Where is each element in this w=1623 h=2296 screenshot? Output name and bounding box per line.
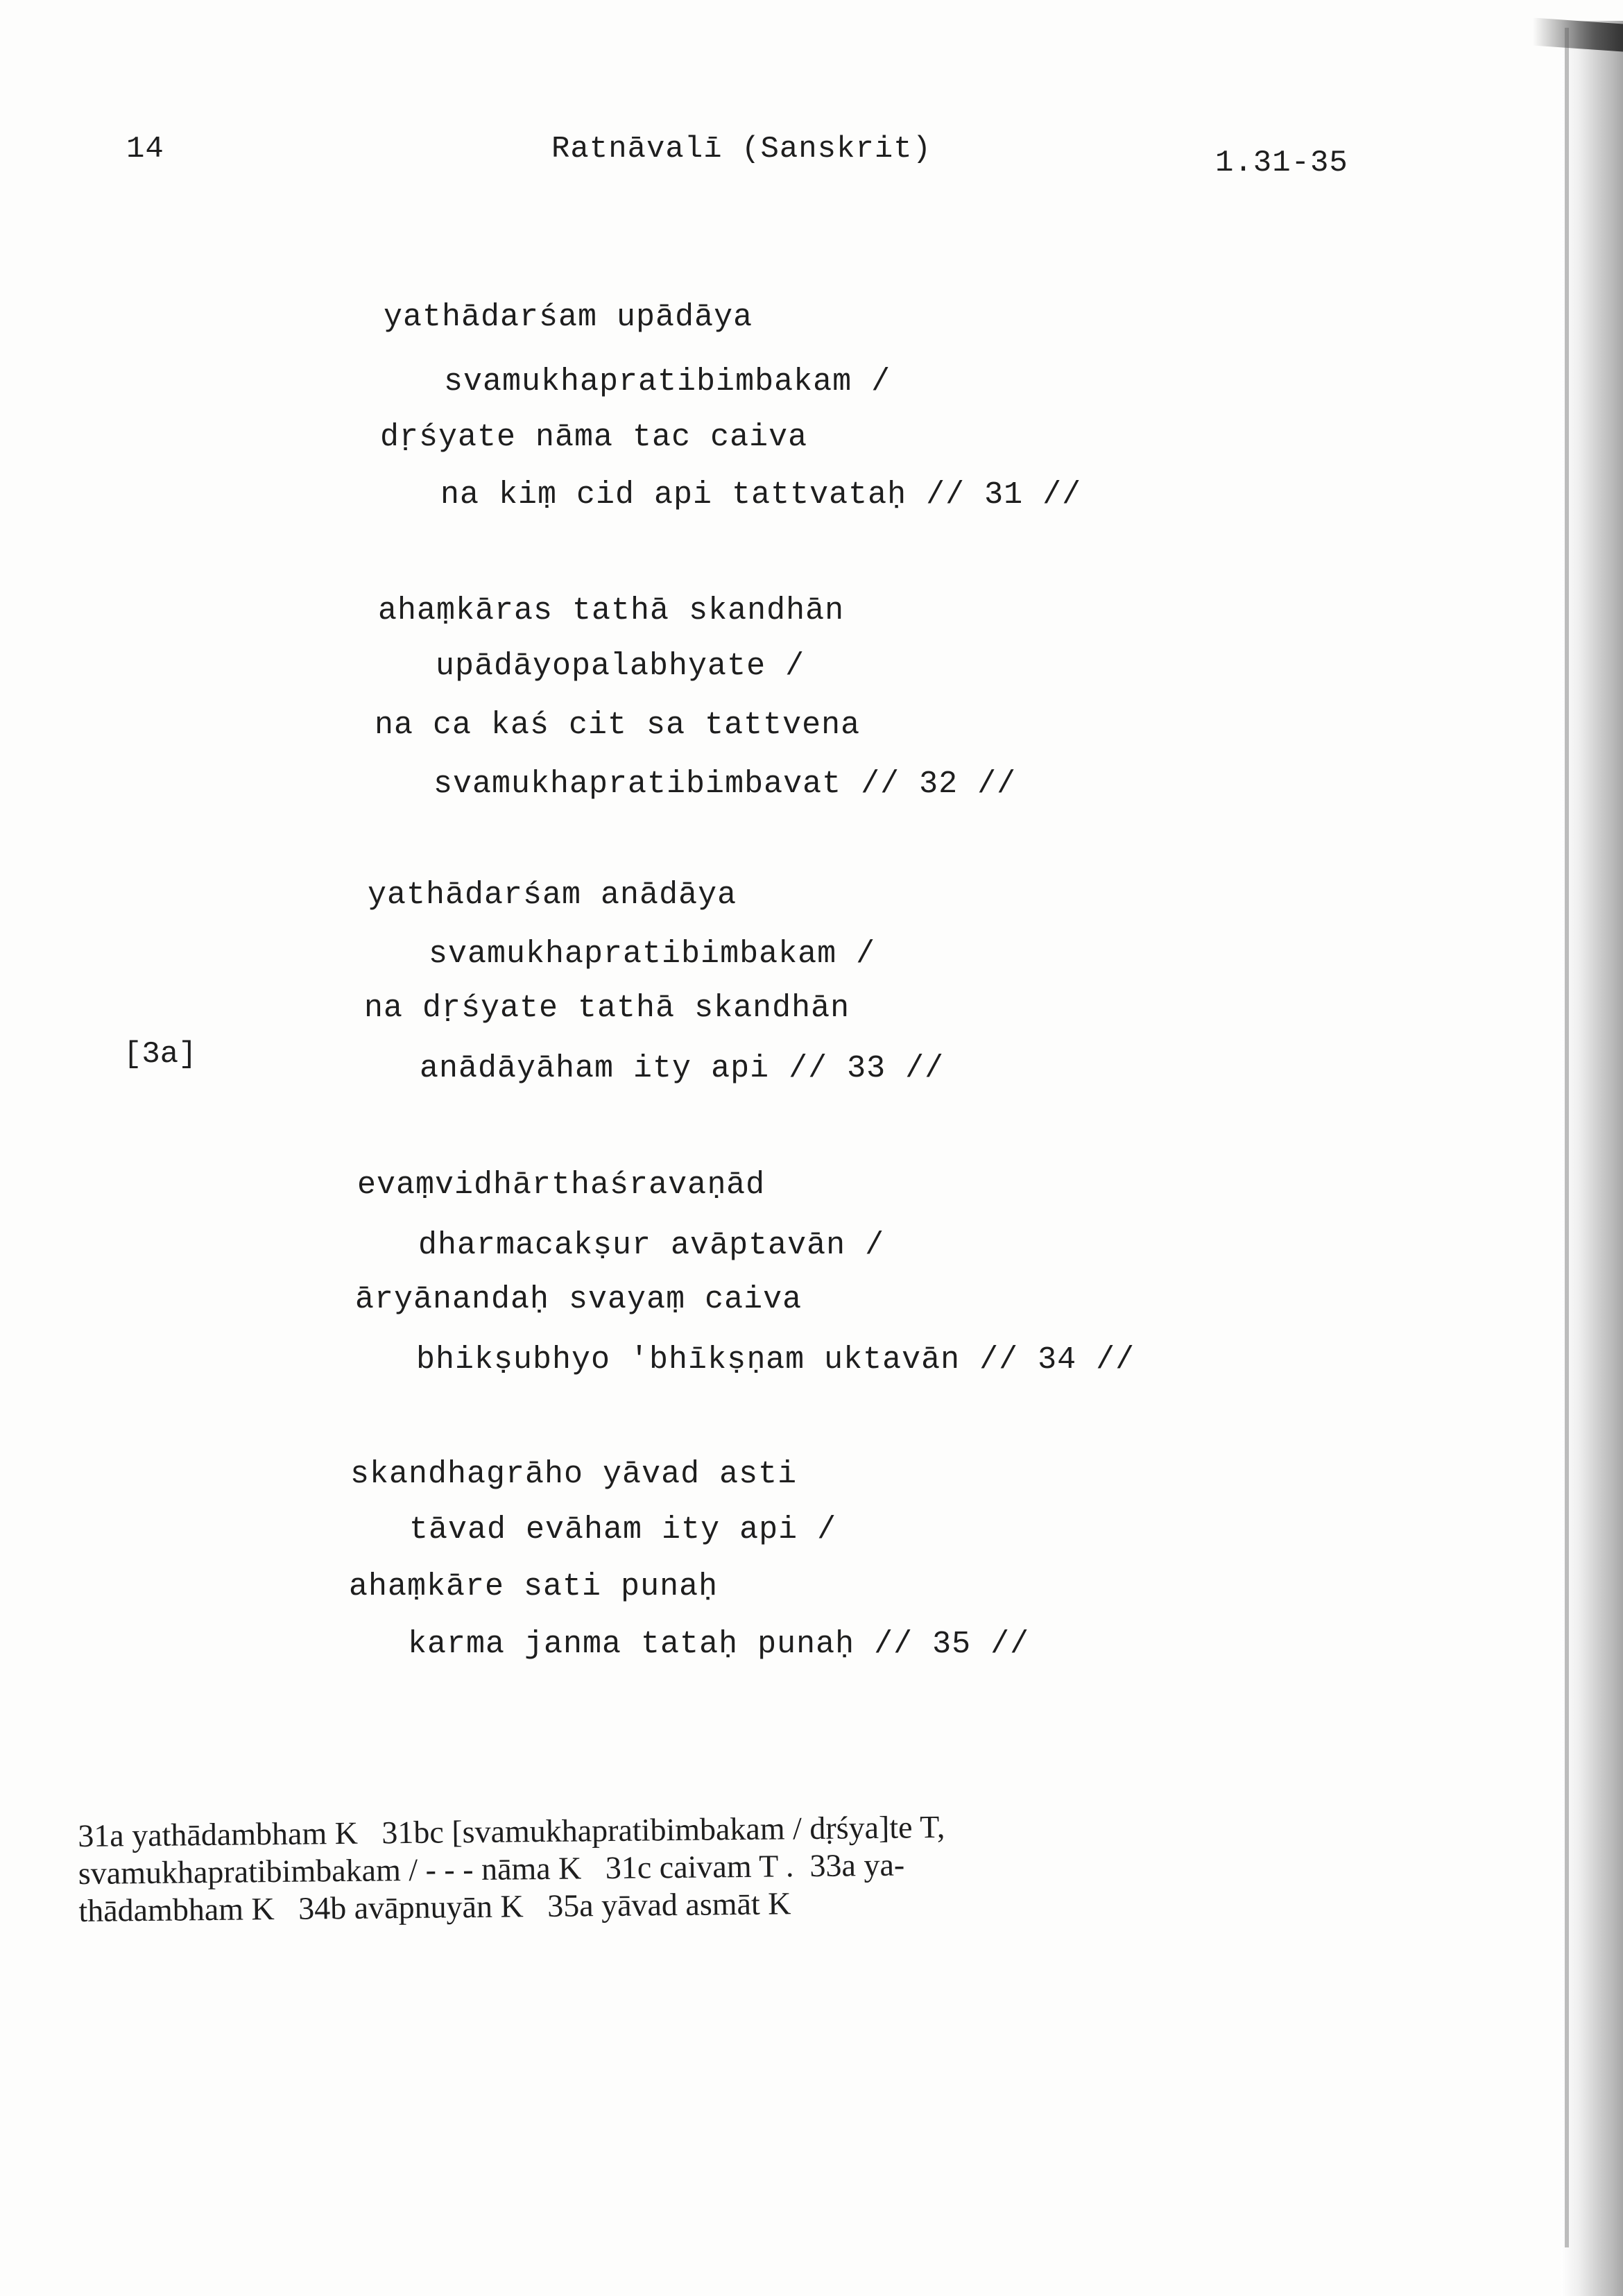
verse-33-line-d: anādāyāham ity api // 33 // bbox=[420, 1051, 945, 1086]
verse-34-line-b: dharmacakṣur avāptavān / bbox=[418, 1228, 885, 1263]
verse-34-line-c: āryānandaḥ svayaṃ caiva bbox=[355, 1282, 802, 1317]
verse-range: 1.31-35 bbox=[1215, 146, 1348, 180]
verse-31-line-c: dṛśyate nāma tac caiva bbox=[380, 420, 808, 455]
verse-35-line-a: skandhagrāho yāvad asti bbox=[350, 1457, 798, 1492]
verse-32-line-a: ahaṃkāras tathā skandhān bbox=[378, 593, 845, 628]
verse-33-line-a: yathādarśam anādāya bbox=[368, 877, 737, 913]
folio-marker: [3a] bbox=[123, 1037, 197, 1072]
verse-33-line-b: svamukhapratibimbakam / bbox=[429, 936, 876, 972]
verse-32-line-c: na ca kaś cit sa tattvena bbox=[375, 708, 861, 743]
binding-edge-line bbox=[1565, 28, 1569, 2247]
verse-33-line-c: na dṛśyate tathā skandhān bbox=[364, 991, 850, 1026]
verse-34-line-d: bhikṣubhyo 'bhīkṣṇam uktavān // 34 // bbox=[416, 1342, 1135, 1378]
binding-edge-corner bbox=[1533, 17, 1623, 51]
apparatus-line: thādambham K 34b avāpnuyān K 35a yāvad asmāt K bbox=[78, 1885, 791, 1928]
verse-32-line-b: upādāyopalabhyate / bbox=[436, 649, 805, 684]
verse-35-line-d: karma janma tataḥ punaḥ // 35 // bbox=[408, 1627, 1030, 1662]
binding-edge bbox=[1561, 21, 1623, 2296]
page-number: 14 bbox=[126, 132, 164, 166]
verse-31-line-a: yathādarśam upādāya bbox=[384, 300, 753, 335]
verse-31-line-d: na kiṃ cid api tattvataḥ // 31 // bbox=[440, 477, 1082, 513]
verse-31-line-b: svamukhapratibimbakam / bbox=[444, 364, 891, 400]
verse-34-line-a: evaṃvidhārthaśravaṇād bbox=[357, 1167, 766, 1203]
page-title: Ratnāvalī (Sanskrit) bbox=[551, 132, 932, 166]
verse-32-line-d: svamukhapratibimbavat // 32 // bbox=[433, 766, 1017, 802]
apparatus-line: 31a yathādambham K 31bc [svamukhapratibimbakam / dṛśya]te T, bbox=[78, 1808, 945, 1853]
apparatus-line: svamukhapratibimbakam / - - - nāma K 31c caivam T . 33a ya- bbox=[78, 1847, 905, 1891]
critical-apparatus bbox=[78, 1804, 1383, 1930]
verse-35-line-c: ahaṃkāre sati punaḥ bbox=[349, 1569, 719, 1604]
verse-35-line-b: tāvad evāham ity api / bbox=[409, 1512, 837, 1548]
